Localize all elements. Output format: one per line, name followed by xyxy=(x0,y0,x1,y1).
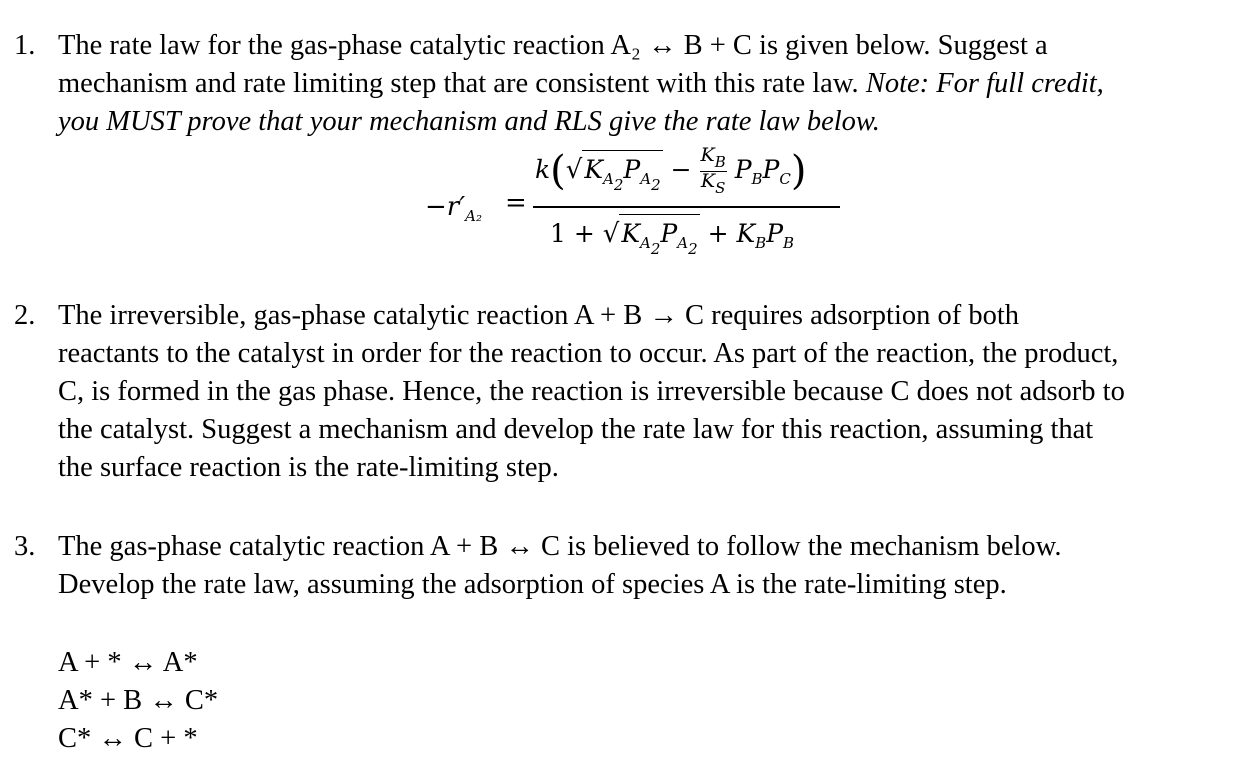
question-line: The irreversible, gas-phase catalytic reaction A + B → C requires adsorption of both xyxy=(58,300,1020,331)
equation-lhs: $-r'_{A_2}$ xyxy=(425,192,482,225)
question-line: Develop the rate law, assuming the adsorption of species A is the rate-limiting step. xyxy=(58,569,1007,600)
question-2 xyxy=(14,297,1229,487)
question-line: reactants to the catalyst in order for the reaction to occur. As part of the reaction, the product, xyxy=(58,338,1119,369)
note-text: Note: For full credit, xyxy=(865,68,1104,99)
question-text xyxy=(58,528,1229,604)
fraction-bar xyxy=(533,206,840,208)
question-text xyxy=(58,297,1229,487)
equation-denominator: $1 + √K_{A_2}P_{A_2} + K_BP_B$ xyxy=(550,214,840,258)
question-number: 3. xyxy=(14,531,36,562)
note-text: you MUST prove that your mechanism and RLS give the rate law below. xyxy=(58,106,880,137)
kb-over-ks-fraction: $\frac{K_B}{K_S}$ xyxy=(700,144,726,197)
question-number: 1. xyxy=(14,30,36,61)
equation-numerator: $k(√K_{A_2}P_{A_2}$ − $\frac{K_B}{K_S}$ $P_BP_C$) xyxy=(535,146,835,198)
question-line: the catalyst. Suggest a mechanism and develop the rate law for this reaction, assuming that xyxy=(58,414,1094,445)
question-line: the surface reaction is the rate-limiting step. xyxy=(58,452,559,483)
rate-law-equation xyxy=(425,140,845,260)
question-number: 2. xyxy=(14,300,36,331)
question-line: The gas-phase catalytic reaction A + B ↔ C is believed to follow the mechanism below. xyxy=(58,531,1062,562)
mechanism-step: C* ↔ C + * xyxy=(58,723,198,754)
mechanism-step: A + * ↔ A* xyxy=(58,647,198,678)
question-line-with-note xyxy=(58,65,1229,103)
mechanism-step: A* + B ↔ C* xyxy=(58,685,219,716)
question-line: The rate law for the gas-phase catalytic reaction A₂ ↔ B + C is given below. Suggest a xyxy=(58,30,1048,61)
question-text xyxy=(58,27,1229,141)
mechanism-steps xyxy=(58,644,218,758)
question-line: mechanism and rate limiting step that are consistent with this rate law. xyxy=(58,68,859,99)
equals-sign: = xyxy=(505,188,527,218)
question-line: C, is formed in the gas phase. Hence, the reaction is irreversible because C does not adsorb to xyxy=(58,376,1125,407)
question-1 xyxy=(14,27,1229,141)
question-3 xyxy=(14,528,1229,604)
